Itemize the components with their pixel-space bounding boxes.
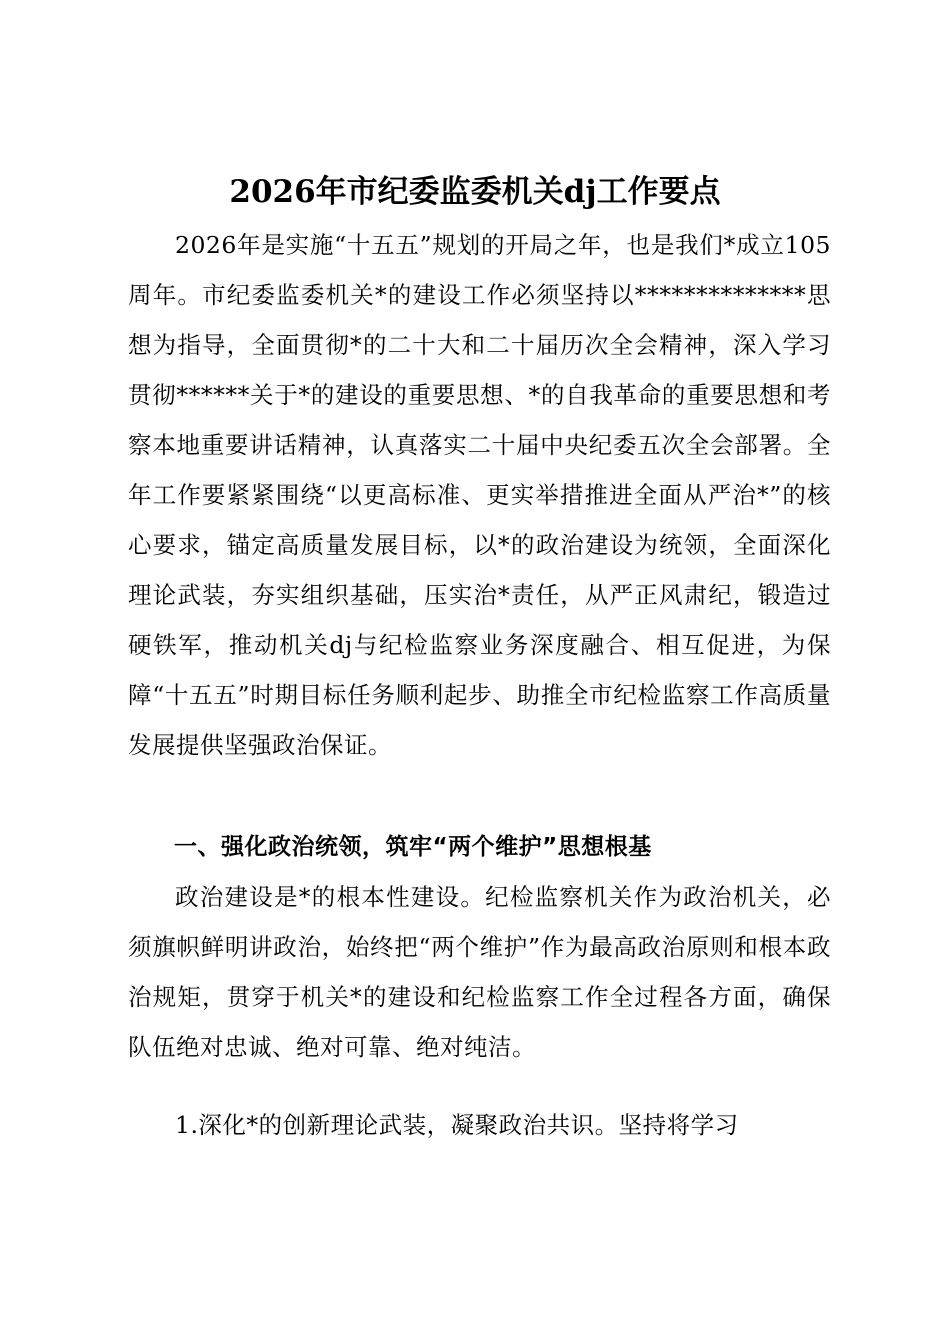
section-1-item-1: 1.深化*的创新理论武装，凝聚政治共识。坚持将学习 <box>175 1111 739 1139</box>
intro-paragraph: 2026年是实施“十五五”规划的开局之年，也是我们*成立105周年。市纪委监委机关*的建设工作必须坚持以**************思想为指导，全面贯彻*的二十大和二十届历次全会精神，深入学习贯彻******关于*的建设的重要思想、*的自我革命的重要思想和考察本地重要讲话精神，认真落实二十届中央纪委五次全会部署。全年工作要紧紧围绕“以更高标准、更实举措推进全面从严治*”的核心要求，锚定高质量发展目标，以*的政治建设为统领，全面深化理论武装，夯实组织基础，压实治*责任，从严正风肃纪，锻造过硬铁军，推动机关dj与纪检监察业务深度融合、相互促进，为保障“十五五”时期目标任务顺利起步、助推全市纪检监察工作高质量发展提供坚强政治保证。 <box>128 231 831 759</box>
section-1-heading: 一、强化政治统领，筑牢“两个维护”思想根基 <box>174 834 652 860</box>
section-1-paragraph: 政治建设是*的根本性建设。纪检监察机关作为政治机关，必须旗帜鲜明讲政治，始终把“两个维护”作为最高政治原则和根本政治规矩，贯穿于机关*的建设和纪检监察工作全过程各方面，确保队伍绝对忠诚、绝对可靠、绝对纯洁。 <box>128 883 831 1061</box>
document-title: 2026年市纪委监委机关dj工作要点 <box>229 174 721 210</box>
